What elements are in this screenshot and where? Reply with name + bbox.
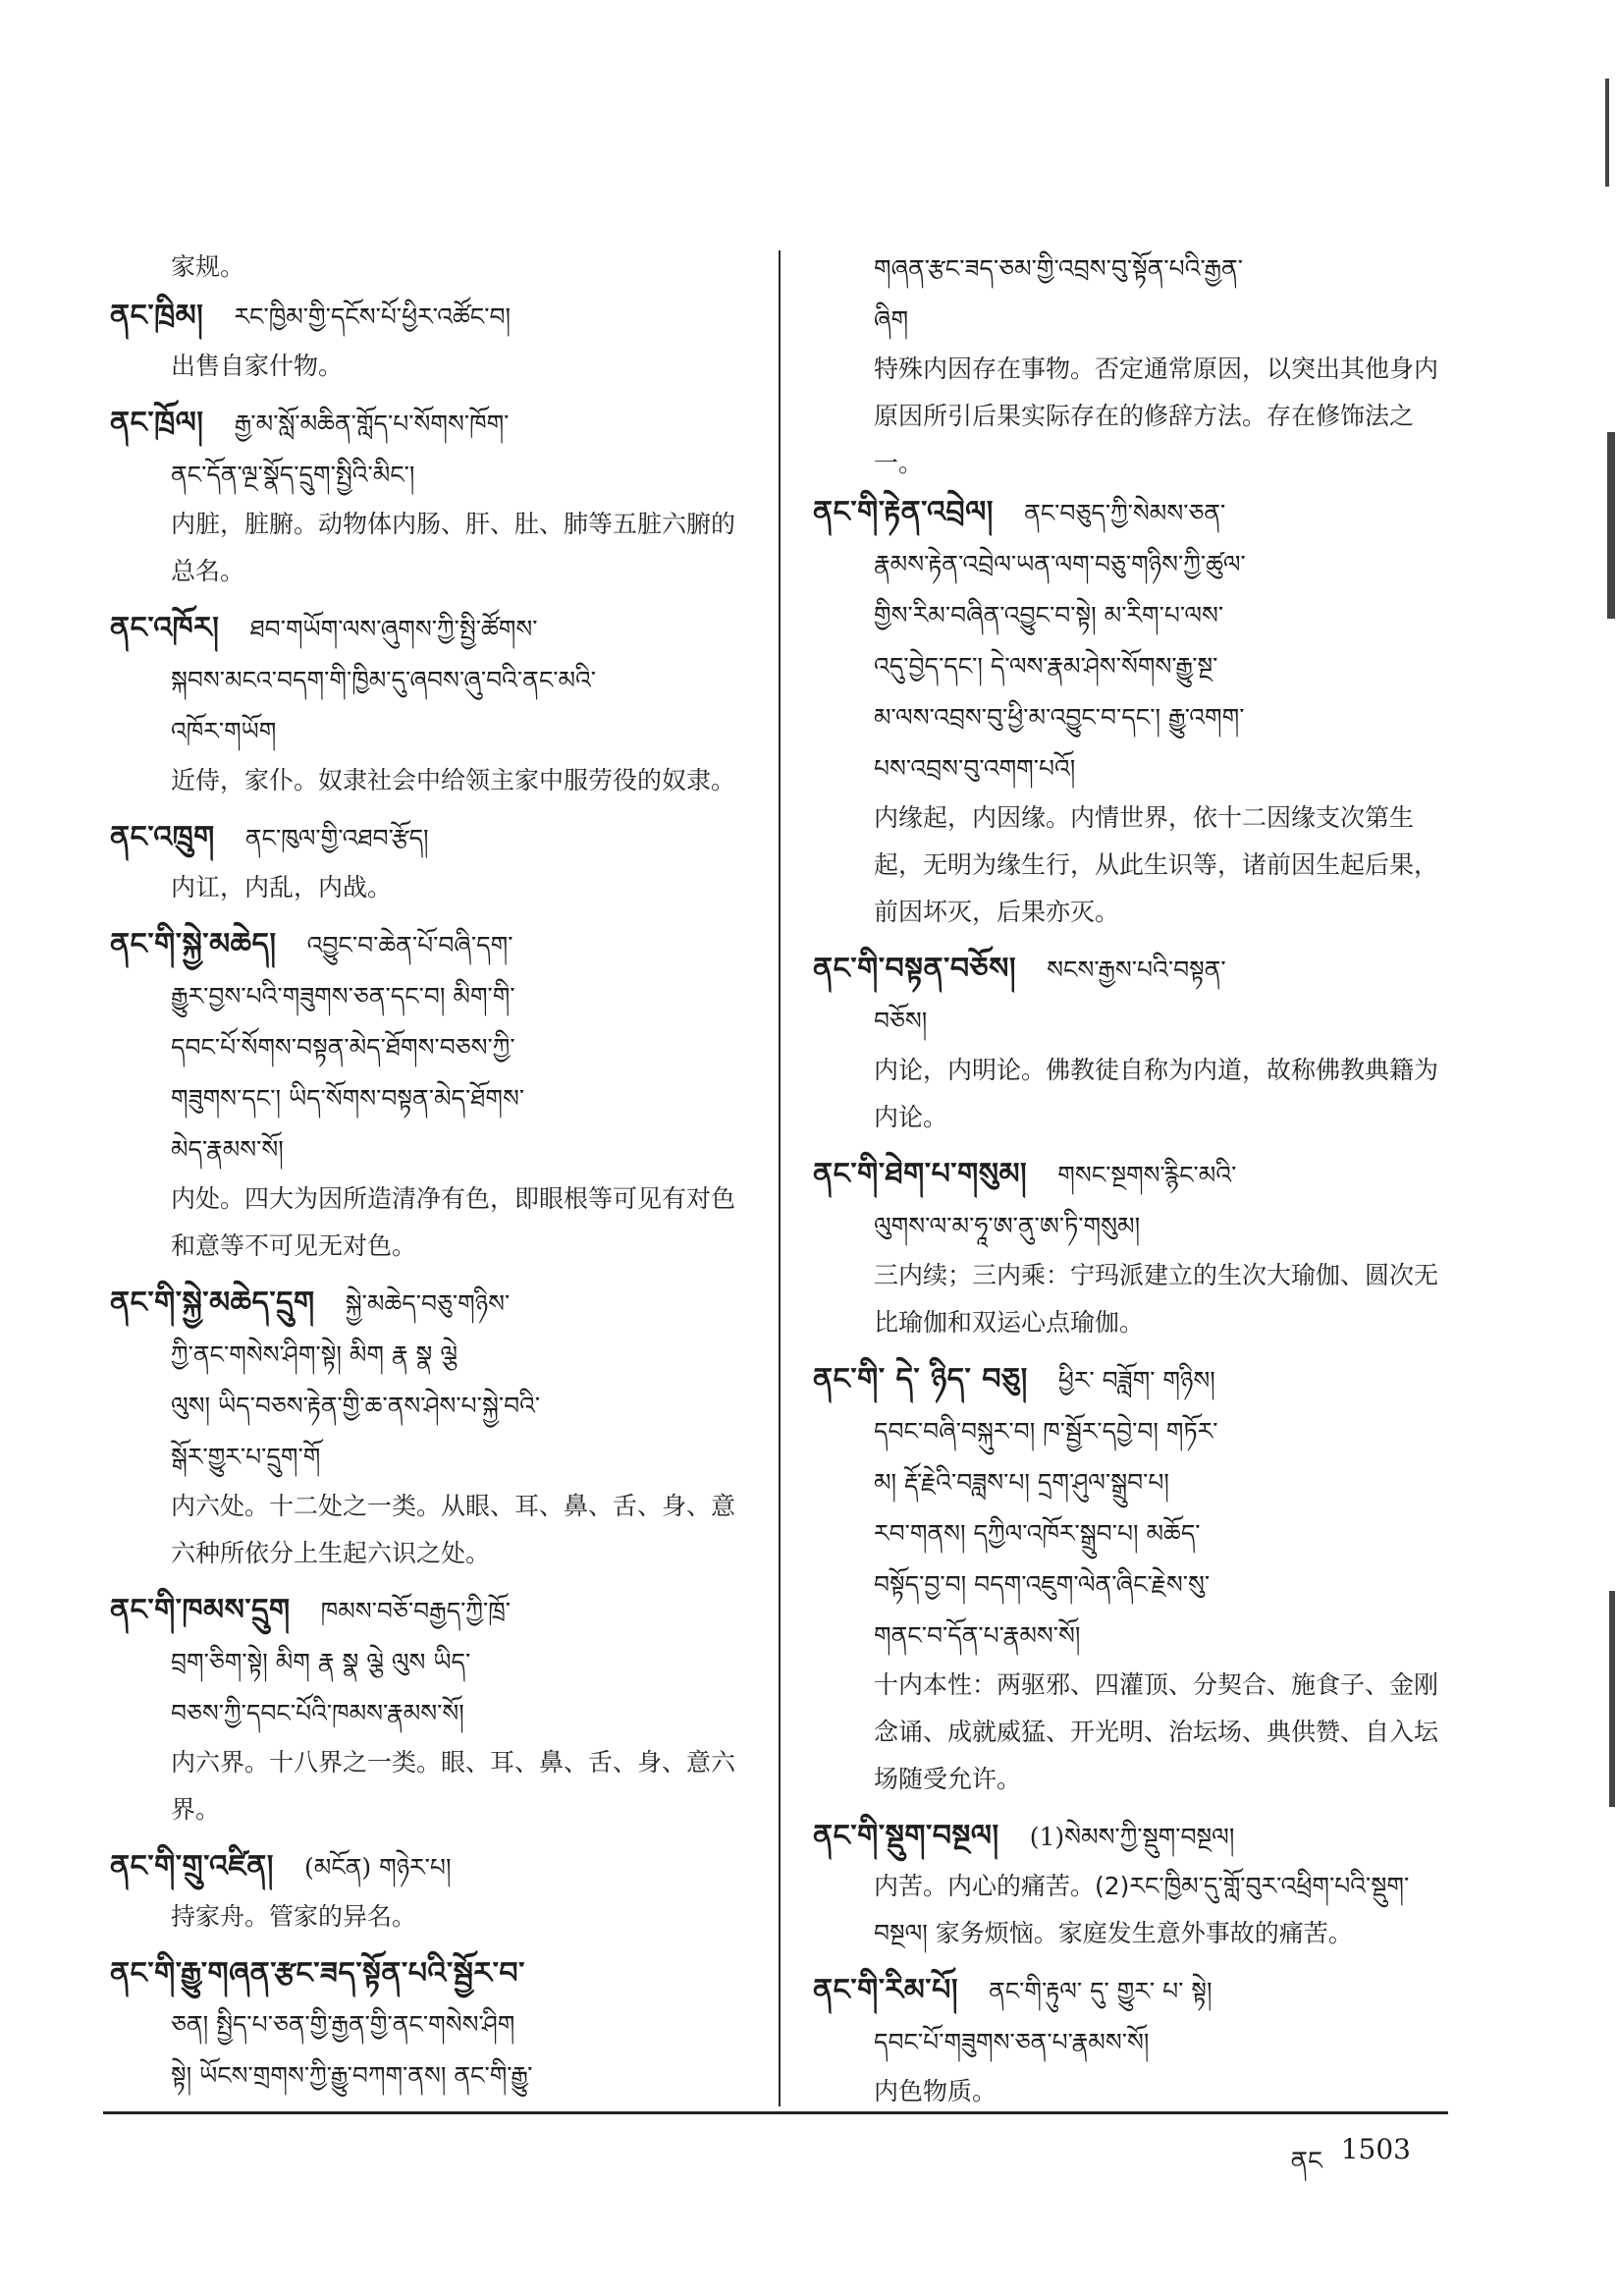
entry-definition-tibetan: ནང་གི་རྟུལ་ དུ་ གྱུར་ པ་ སྟེ། — [989, 1977, 1213, 2005]
entry-tibetan-line: གནང་བ་དོན་པ་རྣམས་སོ། — [874, 1621, 1081, 1650]
entry-tibetan-line: བྲག་ཅིག་སྟེ། མིག རྣ སྣ ལྕེ ལུས ཡིད་ — [171, 1648, 471, 1676]
entry-definition-tibetan: སངས་རྒྱས་པའི་བསྟན་ — [1047, 956, 1226, 984]
page-number: 1503 — [1340, 2133, 1411, 2165]
entry-definition-chinese: 内缘起，内因缘。内情世界，依十二因缘支次第生起，无明为缘生行，从此生识等，诸前因生起后果，前因坏灭，后果亦灭。 — [874, 803, 1439, 926]
entry-tibetan-line: པས་འབྲས་བུ་འགག་པའོ། — [874, 754, 1076, 783]
entry-tibetan-line: རྣམས་རྟེན་འབྲེལ་ཡན་ལག་བཅུ་གཉིས་ཀྱི་ཚུལ་ — [874, 550, 1246, 578]
entry — [110, 1278, 746, 1577]
entry-definition-chinese: 内论，内明论。佛教徒自称为内道，故称佛教典籍为内论。 — [874, 1056, 1439, 1131]
entry-headword: ནང་འཁོར། — [110, 611, 220, 645]
entry-definition-tibetan: ཕྱིར་ བཟློག་ གཉིས། — [1057, 1366, 1215, 1394]
entry-definition-chinese: 三内续；三内乘：宁玛派建立的生次大瑜伽、圆次无比瑜伽和双运心点瑜伽。 — [874, 1261, 1439, 1337]
entry-headword: ནང་ཁྲོལ། — [110, 406, 204, 440]
entry — [813, 1354, 1449, 1803]
entry-tibetan-line: དབང་བཞི་བསྐུར་བ། ཁ་སྦྱོར་དབྱེ་བ། གཏོར་ — [874, 1417, 1218, 1446]
entry-tibetan-line: འཁོར་གཡོག — [171, 717, 277, 745]
entry-tibetan-line: དབང་པོ་སོགས་བསྟན་མེད་ཐོགས་བཅས་ཀྱི་ — [171, 1033, 515, 1062]
entry-tibetan-line: རབ་གནས། དཀྱིལ་འཁོར་སྒྲུབ་པ། མཆོད་ — [874, 1519, 1201, 1548]
entry — [110, 398, 746, 595]
entry-definition-tibetan: འབྱུང་བ་ཆེན་པོ་བཞི་དག་ — [306, 931, 513, 959]
entry-headword: ནང་ཁྲིམ། — [110, 299, 204, 333]
right-column — [813, 244, 1449, 2123]
entry-tibetan-line: ཀྱི་ནང་གསེས་ཤིག་སྟེ། མིག རྣ སྣ ལྕེ — [171, 1340, 458, 1369]
entry — [110, 1841, 746, 1941]
entry-definition-tibetan: (1)སེམས་ཀྱི་སྡུག་བསྔལ། — [1029, 1823, 1235, 1851]
entry-tibetan-line: ལུགས་ལ་མ་ཧཱ་ཨ་ནུ་ཨ་ཏི་གསུམ། — [874, 1212, 1141, 1240]
entry-definition-tibetan: རྒྱ་མ་སློ་མཆིན་གློད་པ་སོགས་ཁོག་ — [234, 410, 510, 438]
footer-rule — [103, 2111, 1448, 2114]
entry-headword: ནང་གི་གྲུ་འཛིན། — [110, 1849, 274, 1884]
entry-definition-chinese: 十内本性：两驱邪、四灌顶、分契合、施食子、金刚念诵、成就威猛、开光明、治坛场、典供赞、自入坛场随受允许。 — [874, 1670, 1439, 1793]
entry-headword: ནང་གི་རྟེན་འབྲེལ། — [813, 495, 994, 529]
entry-tibetan-line: མེད་རྣམས་སོ། — [171, 1135, 284, 1164]
entry-tibetan-line: བཅོས། — [874, 1007, 928, 1035]
entry-definition-tibetan: ཐབ་གཡོག་ལས་ཞུགས་ཀྱི་སྤྱི་ཚོགས་ — [249, 615, 538, 643]
section-letter: ནང — [1290, 2147, 1322, 2176]
entry-tibetan-line: མ་ལས་འབྲས་བུ་ཕྱི་མ་འབྱུང་བ་དང་། རྒྱུ་འགག་ — [874, 703, 1245, 732]
entry-tibetan-line: དབང་པོ་གཟུགས་ཅན་པ་རྣམས་སོ། — [874, 2028, 1150, 2056]
entry-tibetan-line: ཅན། སྤྱིད་པ་ཅན་གྱི་རྒྱན་གྱི་ནང་གསེས་ཤིག — [171, 2010, 515, 2039]
entry-tibetan-line: བཅས་ཀྱི་དབང་པོའི་ཁམས་རྣམས་སོ། — [171, 1699, 464, 1727]
entry-definition-chinese: 内色物质。 — [874, 2077, 997, 2105]
entry-definition-tibetan: (མངོན) གཉེར་པ། — [304, 1853, 452, 1882]
entry-definition-chinese: 出售自家什物。 — [171, 352, 344, 380]
entry-definition-chinese: 特殊内因存在事物。否定通常原因，以突出其他身内原因所引后果实际存在的修辞方法。存在修饰法之一。 — [874, 355, 1439, 477]
entry — [110, 1948, 746, 2102]
entry — [813, 1149, 1449, 1346]
entry-definition-tibetan: གསང་སྔགས་རྙིང་མའི་ — [1057, 1161, 1237, 1189]
entry-tibetan-line: འདུ་བྱེད་དང་། དེ་ལས་རྣམ་ཤེས་སོགས་རྒྱུ་སྔ་ — [874, 652, 1218, 681]
entry — [110, 291, 746, 390]
entry-definition-chinese: 内六界。十八界之一类。眼、耳、鼻、舌、身、意六界。 — [171, 1748, 736, 1824]
entry-definition-chinese: 内脏，脏腑。动物体内肠、肝、肚、肺等五脏六腑的总名。 — [171, 510, 736, 585]
entry-definition-chinese: 内讧，内乱，内战。 — [171, 873, 393, 902]
entry-definition-tibetan: སྐྱེ་མཆེད་བཅུ་གཉིས་ — [345, 1289, 511, 1318]
entry-tibetan-line: རྒྱུར་བྱས་པའི་གཟུགས་ཅན་དང་བ། མིག་གི་ — [171, 982, 515, 1011]
entry-definition-chinese: 内六处。十二处之一类。从眼、耳、鼻、舌、身、意六种所依分上生起六识之处。 — [171, 1492, 736, 1567]
entry-headword: ནང་གི་རྒྱུ་གཞན་རྩང་ཟད་སྟོན་པའི་སྦྱོར་བ་ — [110, 1956, 525, 1991]
entry-definition-tibetan: ཁམས་བཅོ་བརྒྱད་ཀྱི་ཁྲོ་ — [320, 1597, 512, 1625]
entry-headword: ནང་གི་སྐྱེ་མཆེད་དྲུག — [110, 1285, 315, 1320]
entry — [813, 944, 1449, 1141]
column-divider — [779, 250, 781, 2106]
entry — [110, 603, 746, 804]
entry-headword: ནང་གི་ཐེག་པ་གསུམ། — [813, 1157, 1028, 1191]
entry-definition-chinese: 内苦。内心的痛苦。(2)རང་ཁྱིམ་དུ་གློ་བུར་འཕྲིག་པའི་སྡུག་བསྔལ། 家务烦恼。家庭发生意外事故的痛苦。 — [874, 1872, 1410, 1947]
left-column — [110, 244, 746, 2109]
scan-edge-marks — [1586, 59, 1617, 2219]
entry-definition-tibetan: ནང་བཅུད་ཀྱི་སེམས་ཅན་ — [1024, 499, 1226, 527]
entry-headword: ནང་གི་བསྟན་བཅོས། — [813, 952, 1017, 986]
continuation-block — [813, 244, 1449, 487]
entry-headword: ནང་འཁྲུག — [110, 820, 215, 854]
entry-headword: ནང་གི་ དེ་ ཉིད་ བཅུ། — [813, 1362, 1028, 1396]
entry-tibetan-line: ལུས། ཡིད་བཅས་རྟེན་གྱི་ཆ་ནས་ཤེས་པ་སྐྱེ་བའི་ — [171, 1392, 541, 1420]
entry-tibetan-line: གཞན་རྩང་ཟད་ཅམ་གྱི་འབྲས་བུ་སྟོན་པའི་རྒྱན་ — [874, 254, 1243, 283]
entry-headword: ནང་གི་སྐྱེ་མཆེད། — [110, 927, 277, 961]
entry-tibetan-line: ཞིག — [874, 305, 909, 334]
entry-definition-tibetan: རང་ཁྱིམ་གྱི་དངོས་པོ་ཕྱིར་འཚོང་བ། — [234, 302, 512, 331]
entry-definition-tibetan: ནང་ཁུལ་གྱི་འཐབ་རྩོད། — [244, 824, 429, 852]
lead-text: 家规。 — [171, 252, 245, 281]
entry-tibetan-line: ནང་དོན་ལྔ་སྣོད་དྲུག་སྤྱིའི་མིང་། — [171, 461, 415, 489]
entry-headword: ནང་གི་སྡུག་བསྔལ། — [813, 1819, 999, 1853]
entry — [813, 1811, 1449, 1957]
entry-definition-chinese: 持家舟。管家的异名。 — [171, 1902, 417, 1931]
entry — [813, 487, 1449, 936]
entry-tibetan-line: སྟེ། ཡོངས་གྲགས་ཀྱི་རྒྱུ་བཀག་ནས། ནང་གི་རྒྱུ་ — [171, 2061, 533, 2090]
entry — [110, 919, 746, 1270]
entry-tibetan-line: མ། རྡོ་རྗེའི་བཟླས་པ། དྲག་ཤུལ་སྒྲུབ་པ། — [874, 1468, 1169, 1497]
entry-definition-chinese: 内处。四大为因所造清净有色，即眼根等可见有对色和意等不可见无对色。 — [171, 1184, 736, 1260]
entry-tibetan-line: སྒོར་གྱུར་པ་དྲུག་གོ — [171, 1443, 321, 1471]
entry-tibetan-line: གྱིས་རིམ་བཞིན་འབྱུང་བ་སྟེ། མ་རིག་པ་ལས་ — [874, 601, 1224, 629]
entry — [110, 1585, 746, 1833]
entry-tibetan-line: གཟུགས་དང་། ཡིད་སོགས་བསྟན་མེད་ཐོགས་ — [171, 1084, 525, 1113]
entry — [813, 1965, 1449, 2115]
entry-tibetan-line: བསྟོད་བྱ་བ། བདག་འཇུག་ལེན་ཞིང་རྗེས་སུ་ — [874, 1570, 1211, 1599]
entry-definition-chinese: 近侍，家仆。奴隶社会中给领主家中服劳役的奴隶。 — [171, 766, 736, 794]
entry-headword: ནང་གི་རིམ་པོ། — [813, 1973, 958, 2007]
entry-tibetan-line: སྐབས་མངའ་བདག་གི་ཁྱིམ་དུ་ཞབས་ཞུ་བའི་ནང་མའི་ — [171, 666, 597, 694]
entry-headword: ནང་གི་ཁམས་དྲུག — [110, 1593, 291, 1627]
entry — [110, 812, 746, 911]
